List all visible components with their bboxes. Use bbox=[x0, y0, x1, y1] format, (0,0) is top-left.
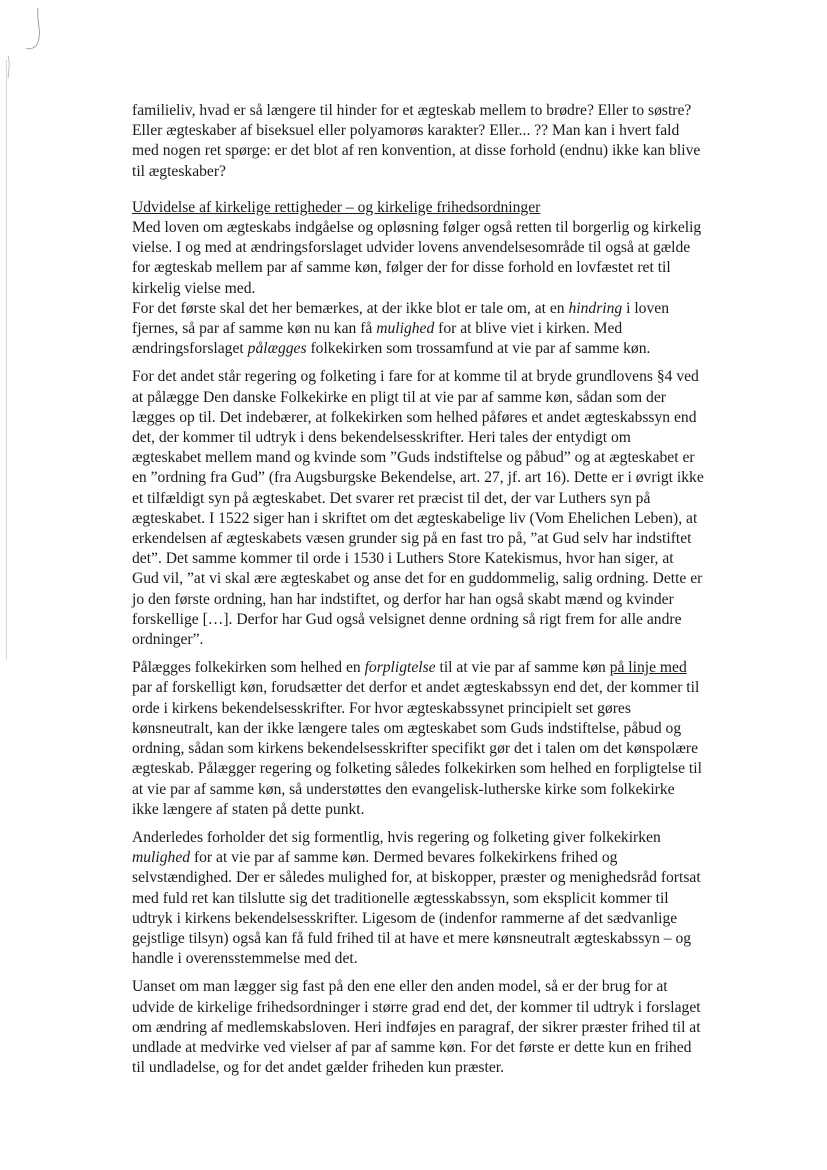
p2-text-g: folkekirken som trossamfund at vie par af samme køn. bbox=[306, 340, 651, 358]
p4-text-c: til at vie par af samme køn bbox=[435, 659, 610, 677]
p2-text-c: i loven fjernes, så par af samme køn nu kan få bbox=[132, 299, 669, 338]
p2-text-a: For det første skal det her bemærkes, at der ikke blot er tale om, at en bbox=[132, 299, 569, 317]
p5-text-c: for at vie par af samme køn. Dermed bevares folkekirkens frihed og selvstændighed. Der er således mulighed for, at biskopper, præster og menighedsråd fortsat med fuld ret kan tilslutte sig det traditionelle ægtesskabssyn, som eksplicit kommer til udtryk i kirkens bekendelsesskrifter. Ligesom de (indenfor rammerne af det sædvanlige gejstlige tilsyn) også kan få fuld frihed til at have et mere kønsneutralt ægteskabssyn – og handle i overensstemmelse med det. bbox=[132, 849, 701, 968]
paragraph-2 bbox=[132, 299, 704, 360]
document-page bbox=[132, 101, 704, 1078]
paragraph-5 bbox=[132, 828, 704, 969]
p2-emph-mulighed: mulighed bbox=[376, 320, 435, 338]
scan-edge-line bbox=[6, 60, 7, 660]
paragraph-6: Uanset om man lægger sig fast på den ene eller den anden model, så er der brug for at udvide de kirkelige frihedsordninger i større grad end det, der kommer til udtryk i forslaget om ændring af medlemskabsloven. Heri indføjes en paragraf, der sikrer præster frihed til at undlade at medvirke ved vielser af par af samme køn. For det første er dette kun en frihed til undladelse, og for det andet gælder friheden kun præster. bbox=[132, 978, 701, 1077]
p2-emph-paalaegges: pålægges bbox=[247, 340, 307, 358]
paragraph-3: For det andet står regering og folketing i fare for at komme til at bryde grundlovens §4 ved at pålægge Den danske Folkekirke en pligt til at vie par af samme køn, sådan som der lægges op til. Det indebærer, at folkekirken som helhed påføres et andet ægteskabssyn end det, der kommer til udtryk i dens bekendelsesskrifter. Heri tales der entydigt om ægteskabet mellem mand og kvinde som ”Guds indstiftelse og påbud” og at ægteskabet er en ”ordning fra Gud” (fra Augsburgske Bekendelse, art. 27, jf. art 16). Dette er i øvrigt ikke et tilfældigt syn på ægteskabet. Det svarer ret præcist til det, der var Luthers syn på ægteskabet. I 1522 siger han i skriftet om det ægteskabelige liv (Vom Ehelichen Leben), at erkendelsen af ægteskabets væsen grunder sig på en fast tro på, ”at Gud selv har indstiftet det”. Det samme kommer til orde i 1530 i Luthers Store Katekismus, hvor han siger, at Gud vil, ”at vi skal ære ægteskabet og anse det for en guddommelig, salig ordning. Dette er jo den første ordning, han har indstiftet, og derfor har han også skabt mænd og kvinder forskellige […]. Derfor har Gud også velsignet denne ordning så rigt frem for alle andre ordninger”. bbox=[132, 368, 704, 649]
p4-underline-paa-linje-med: på linje med bbox=[609, 659, 687, 677]
paragraph-1: Med loven om ægteskabs indgåelse og opløsning følger også retten til borgerlig og kirkelig vielse. I og med at ændringsforslaget udvider lovens anvendelsesområde til også at gælde for ægteskab mellem par af samme køn, følger der for disse forhold en lovfæstet ret til kirkelig vielse med. bbox=[132, 219, 702, 297]
scan-pen-mark bbox=[0, 0, 60, 80]
section-heading: Udvidelse af kirkelige rettigheder – og kirkelige frihedsordninger bbox=[132, 198, 541, 216]
p4-text-a: Pålægges folkekirken som helhed en bbox=[132, 659, 365, 677]
paragraph-intro: familieliv, hvad er så længere til hinder for et ægteskab mellem to brødre? Eller to søstre? Eller ægteskaber af biseksuel eller polyamorøs karakter? Eller... ?? Man kan i hvert fald med nogen ret spørge: er det blot af ren konvention, at disse forhold (endnu) ikke kan blive til ægteskaber? bbox=[132, 102, 701, 180]
p4-text-e: par af forskelligt køn, forudsætter det derfor et andet ægteskabssyn end det, der kommer til orde i kirkens bekendelsesskrifter. For hvor ægteskabssynet principielt set gøres kønsneutralt, kan der ikke længere tales om ægteskabet som Guds indstiftelse, påbud og ordning, sådan som kirkens bekendelsesskrifter specifikt gør det i talen om det kønspolære ægteskab. Pålægger regering og folketing således folkekirken som helhed en forpligtelse til at vie par af samme køn, så understøttes den evangelisk-lutherske kirke som folkekirke ikke længere af staten på dette punkt. bbox=[132, 679, 702, 818]
p2-emph-hindring: hindring bbox=[568, 299, 623, 317]
p2-text-e: for at blive viet i kirken. Med ændringsforslaget bbox=[132, 320, 623, 358]
p5-text-a: Anderledes forholder det sig formentlig, hvis regering og folketing giver folkekirken bbox=[132, 828, 661, 846]
p4-emph-forpligtelse: forpligtelse bbox=[364, 659, 436, 677]
p5-emph-mulighed: mulighed bbox=[132, 849, 191, 867]
paragraph-4 bbox=[132, 658, 704, 820]
